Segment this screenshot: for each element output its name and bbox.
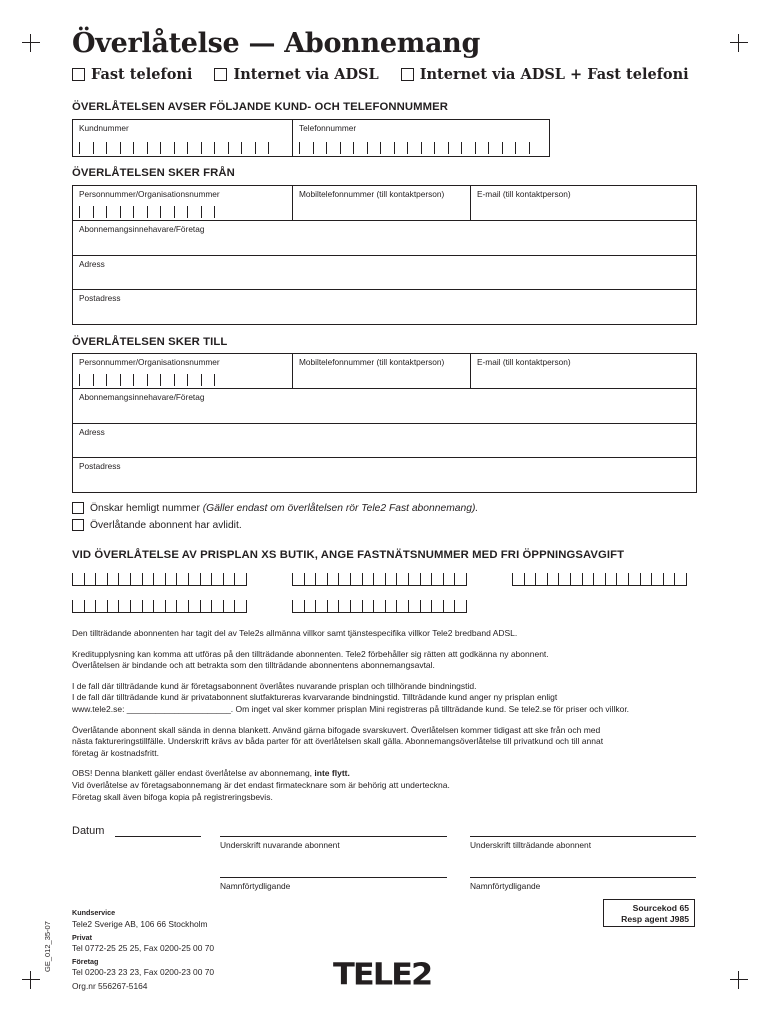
page-title: Överlåtelse — Abonnemang — [72, 28, 481, 59]
service-option-fast-telefoni[interactable]: Fast telefoni — [72, 66, 192, 83]
to-table — [72, 353, 697, 493]
secret-number-option[interactable]: Önskar hemligt nummer (Gäller endast om överlåtelsen rör Tele2 Fast abonnemang). — [72, 502, 478, 514]
phone-number-field[interactable]: Telefonnummer — [293, 120, 549, 156]
checkbox[interactable] — [72, 502, 84, 514]
xs-number-field-1[interactable] — [72, 573, 247, 586]
checkbox[interactable] — [72, 519, 84, 531]
customer-service-label: Kundservice — [72, 908, 116, 917]
from-postal-field[interactable]: Postadress — [79, 293, 121, 303]
service-option-adsl-fast[interactable]: Internet via ADSL + Fast telefoni — [401, 66, 689, 83]
from-personal-number-field[interactable]: Personnummer/Organisationsnummer — [73, 186, 292, 220]
tele2-logo: TELE2 — [333, 955, 432, 993]
date-label: Datum — [72, 825, 105, 837]
org-number: Org.nr 556267-5164 — [72, 981, 148, 991]
business-label: Företag — [72, 957, 99, 966]
business-contact: Tel 0200-23 23 23, Fax 0200-23 00 70 — [72, 967, 215, 977]
deceased-option[interactable]: Överlåtande abonnent har avlidit. — [72, 519, 242, 531]
form-id: GE_012_35-07 — [43, 921, 52, 972]
current-name-label: Namnförtydligande — [220, 881, 291, 891]
date-field[interactable] — [115, 836, 201, 837]
to-address-field[interactable]: Adress — [79, 427, 105, 437]
new-signature-line[interactable] — [470, 836, 696, 837]
new-signature-label: Underskrift tillträdande abonnent — [470, 840, 592, 850]
from-table — [72, 185, 697, 325]
from-email-field[interactable]: E-mail (till kontaktperson) — [477, 189, 571, 199]
customer-phone-table — [72, 119, 550, 157]
new-name-line[interactable] — [470, 877, 696, 878]
registration-mark-top-left — [22, 34, 40, 52]
service-option-adsl[interactable]: Internet via ADSL — [214, 66, 378, 83]
new-name-label: Namnförtydligande — [470, 881, 541, 891]
from-holder-field[interactable]: Abonnemangsinnehavare/Företag — [79, 224, 205, 234]
to-email-field[interactable]: E-mail (till kontaktperson) — [477, 357, 571, 367]
checkbox[interactable] — [72, 68, 85, 81]
to-mobile-field[interactable]: Mobiltelefonnummer (till kontaktperson) — [299, 357, 445, 367]
xs-number-field-4[interactable] — [72, 600, 247, 613]
customer-number-field[interactable]: Kundnummer — [73, 120, 292, 156]
private-contact: Tel 0772-25 25 25, Fax 0200-25 00 70 — [72, 943, 215, 953]
section-heading-xs: VID ÖVERLÅTELSE AV PRISPLAN XS BUTIK, ANGE FASTNÄTSNUMMER MED FRI ÖPPNINGSAVGIFT — [72, 549, 625, 561]
xs-number-field-5[interactable] — [292, 600, 467, 613]
current-signature-label: Underskrift nuvarande abonnent — [220, 840, 340, 850]
company-address: Tele2 Sverige AB, 106 66 Stockholm — [72, 919, 208, 929]
registration-mark-bottom-left — [22, 971, 40, 989]
terms-text: Den tillträdande abonnenten har tagit del av Tele2s allmänna villkor samt tjänstespecifika villkor Tele2 bredband ADSL. Kreditupplysning kan komma att utföras på den tillträdande abonnenten. Tele2 förbehåller sig rätten att godkänna ny abonnent. Överlåtelsen är bindande och att betrakta som den tillträdande abonnentens abonnemangsavtal. I de fall där tillträdande kund är företagsabonnent överlåtes nuvarande prisplan och tillhörande bindningstid. I de fall där tillträdande kund är privatabonnent slutfaktureras kvarvarande bindningstid. Tillträdande kund anger ny prisplan enligt www.tele2.se: ______________________. Om inget val sker kommer prisplan Mini registreras på tillträdande kund. Se tele2.se för priser och villkor. Överlåtande abonnent skall sända in denna blankett. Använd gärna bifogade svarskuvert. Överlåtelsen kommer tidigast att ske från och med nästa faktureringstillfälle. Underskrift krävs av båda parter för att överlåtelsen skall gälla. Abonnemangsöverlåtelse till privatkund och till annat företag är kostnadsfritt. OBS! Denna blankett gäller endast överlåtelse av abonnemang, inte flytt. Vid överlåtelse av företagsabonnemang är det endast firmatecknare som är behörig att underteckna. Företag skall även bifoga kopia på registreringsbevis. — [72, 628, 630, 802]
checkbox[interactable] — [214, 68, 227, 81]
to-postal-field[interactable]: Postadress — [79, 461, 121, 471]
current-name-line[interactable] — [220, 877, 447, 878]
to-holder-field[interactable]: Abonnemangsinnehavare/Företag — [79, 392, 205, 402]
private-label: Privat — [72, 933, 92, 942]
current-signature-line[interactable] — [220, 836, 447, 837]
from-address-field[interactable]: Adress — [79, 259, 105, 269]
section-heading-from: ÖVERLÅTELSEN SKER FRÅN — [72, 167, 235, 179]
xs-number-field-2[interactable] — [292, 573, 467, 586]
from-mobile-field[interactable]: Mobiltelefonnummer (till kontaktperson) — [299, 189, 445, 199]
service-options — [72, 66, 711, 83]
source-code-box: Sourcekod 65 Resp agent J985 — [603, 899, 695, 927]
to-personal-number-field[interactable]: Personnummer/Organisationsnummer — [73, 354, 292, 388]
section-heading-customer: ÖVERLÅTELSEN AVSER FÖLJANDE KUND- OCH TELEFONNUMMER — [72, 101, 449, 113]
registration-mark-bottom-right — [730, 971, 748, 989]
section-heading-to: ÖVERLÅTELSEN SKER TILL — [72, 336, 228, 348]
checkbox[interactable] — [401, 68, 414, 81]
registration-mark-top-right — [730, 34, 748, 52]
xs-number-field-3[interactable] — [512, 573, 687, 586]
